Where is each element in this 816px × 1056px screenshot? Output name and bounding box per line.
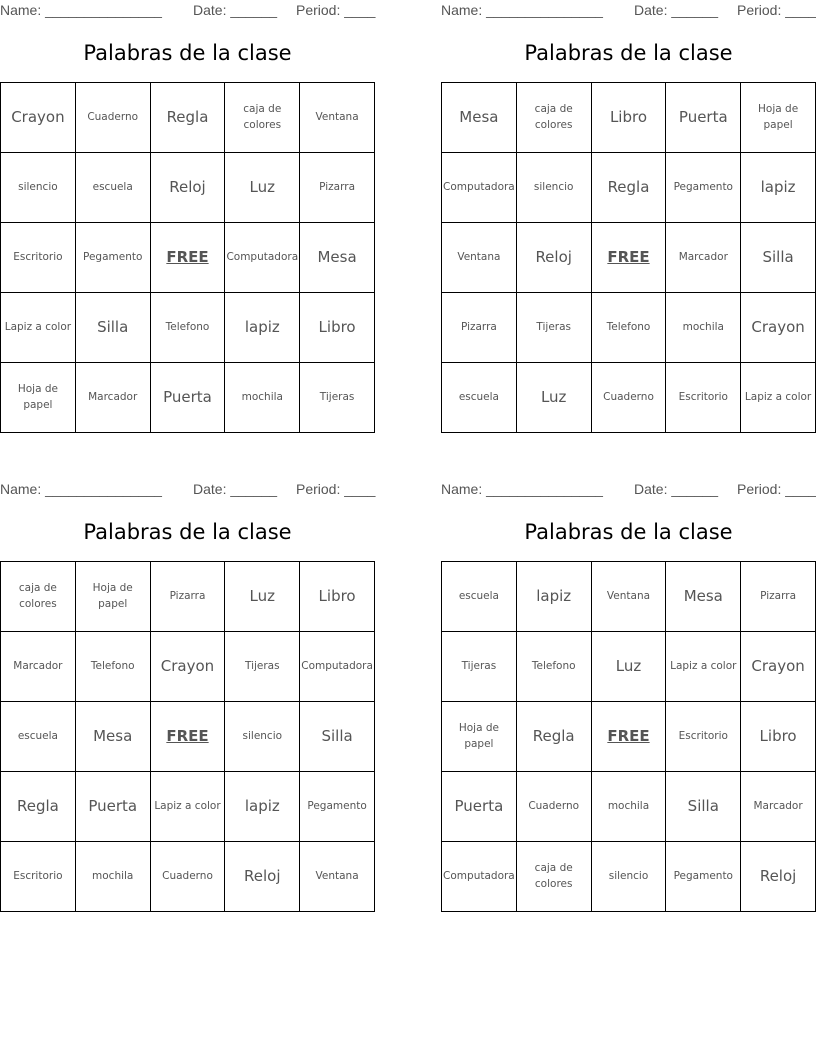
free-space: FREE [592,223,667,293]
bingo-cell: Ventana [592,562,667,632]
bingo-grid [0,561,375,912]
bingo-cell: Telefono [592,293,667,363]
bingo-cell: Ventana [300,83,375,153]
bingo-cell: silencio [592,842,667,912]
bingo-cell: Pizarra [741,562,816,632]
bingo-cell: Pegamento [300,772,375,842]
bingo-cell: Marcador [76,363,151,433]
bingo-cell: mochila [76,842,151,912]
bingo-cell: Escritorio [1,223,76,293]
bingo-cell: Lapiz a color [666,632,741,702]
bingo-cell: Crayon [151,632,226,702]
card-title: Palabras de la clase [83,41,292,65]
bingo-cell: Computadora [442,153,517,223]
bingo-cell: Marcador [741,772,816,842]
bingo-cell: caja de colores [1,562,76,632]
bingo-cell: Hoja de papel [1,363,76,433]
bingo-cell: Pizarra [151,562,226,632]
bingo-cell: Lapiz a color [1,293,76,363]
bingo-cell: Regla [517,702,592,772]
bingo-cell: Cuaderno [76,83,151,153]
bingo-cell: Computadora [300,632,375,702]
bingo-cell: Luz [225,153,300,223]
bingo-cell: escuela [442,562,517,632]
bingo-cell: Tijeras [300,363,375,433]
name-field: Name: _______________ [0,481,162,497]
bingo-cell: Silla [666,772,741,842]
bingo-cell: Reloj [151,153,226,223]
free-space: FREE [151,702,226,772]
bingo-cell: Libro [592,83,667,153]
period-field: Period: ____ [296,2,376,18]
bingo-cell: Reloj [517,223,592,293]
bingo-cell: lapiz [517,562,592,632]
bingo-cell: Telefono [517,632,592,702]
bingo-cell: Mesa [666,562,741,632]
period-field: Period: ____ [737,2,816,18]
bingo-cell: lapiz [225,293,300,363]
bingo-cell: Pegamento [666,153,741,223]
bingo-cell: Puerta [76,772,151,842]
bingo-grid [0,82,375,433]
student-info-line [0,481,375,499]
bingo-cell: Tijeras [517,293,592,363]
bingo-cell: escuela [76,153,151,223]
bingo-cell: Hoja de papel [741,83,816,153]
bingo-cell: Escritorio [666,702,741,772]
bingo-cell: Reloj [741,842,816,912]
name-field: Name: _______________ [441,481,603,497]
bingo-cell: Hoja de papel [442,702,517,772]
bingo-cell: Ventana [300,842,375,912]
bingo-cell: Luz [225,562,300,632]
bingo-cell: caja de colores [517,83,592,153]
bingo-card [441,479,816,919]
bingo-cell: Cuaderno [592,363,667,433]
bingo-cell: Luz [592,632,667,702]
bingo-card [0,479,375,919]
date-field: Date: ______ [193,2,278,18]
bingo-cell: Ventana [442,223,517,293]
bingo-cell: Mesa [442,83,517,153]
bingo-cell: Tijeras [442,632,517,702]
bingo-cell: mochila [666,293,741,363]
bingo-cell: Luz [517,363,592,433]
bingo-grid [441,561,816,912]
bingo-cell: silencio [1,153,76,223]
bingo-cell: Pegamento [76,223,151,293]
bingo-cell: Tijeras [225,632,300,702]
name-field: Name: _______________ [0,2,162,18]
bingo-grid [441,82,816,433]
bingo-cell: Pizarra [442,293,517,363]
bingo-cell: Hoja de papel [76,562,151,632]
bingo-cell: Silla [741,223,816,293]
card-title: Palabras de la clase [83,520,292,544]
bingo-cell: Escritorio [1,842,76,912]
bingo-cell: Telefono [76,632,151,702]
free-space: FREE [151,223,226,293]
bingo-cell: mochila [225,363,300,433]
date-field: Date: ______ [193,481,278,497]
bingo-cell: Puerta [666,83,741,153]
bingo-cell: Silla [76,293,151,363]
bingo-cell: Marcador [666,223,741,293]
bingo-cell: escuela [442,363,517,433]
bingo-cell: Puerta [151,363,226,433]
bingo-cell: silencio [225,702,300,772]
bingo-cell: caja de colores [225,83,300,153]
bingo-cell: Crayon [1,83,76,153]
name-field: Name: _______________ [441,2,603,18]
bingo-cell: Reloj [225,842,300,912]
bingo-cell: Regla [151,83,226,153]
bingo-cell: Libro [741,702,816,772]
bingo-cell: Telefono [151,293,226,363]
bingo-cell: Regla [592,153,667,223]
bingo-cell: Lapiz a color [151,772,226,842]
card-title: Palabras de la clase [524,520,733,544]
bingo-cell: Libro [300,293,375,363]
bingo-cell: mochila [592,772,667,842]
bingo-cell: lapiz [741,153,816,223]
bingo-cell: Crayon [741,293,816,363]
bingo-cell: caja de colores [517,842,592,912]
free-space: FREE [592,702,667,772]
bingo-card [0,0,375,440]
student-info-line [441,2,816,20]
bingo-card [441,0,816,440]
student-info-line [441,481,816,499]
bingo-cell: silencio [517,153,592,223]
date-field: Date: ______ [634,481,719,497]
bingo-cell: Cuaderno [151,842,226,912]
bingo-cell: Cuaderno [517,772,592,842]
bingo-cell: Pegamento [666,842,741,912]
bingo-cell: Pizarra [300,153,375,223]
bingo-cell: Escritorio [666,363,741,433]
bingo-cell: Mesa [76,702,151,772]
bingo-cell: Marcador [1,632,76,702]
bingo-cell: Mesa [300,223,375,293]
period-field: Period: ____ [737,481,816,497]
bingo-cell: Puerta [442,772,517,842]
card-title: Palabras de la clase [524,41,733,65]
bingo-cell: Computadora [442,842,517,912]
student-info-line [0,2,375,20]
date-field: Date: ______ [634,2,719,18]
bingo-cell: Lapiz a color [741,363,816,433]
period-field: Period: ____ [296,481,376,497]
bingo-cell: Silla [300,702,375,772]
bingo-cell: Regla [1,772,76,842]
bingo-cell: Computadora [225,223,300,293]
bingo-cell: escuela [1,702,76,772]
bingo-cell: lapiz [225,772,300,842]
bingo-cell: Libro [300,562,375,632]
bingo-cell: Crayon [741,632,816,702]
